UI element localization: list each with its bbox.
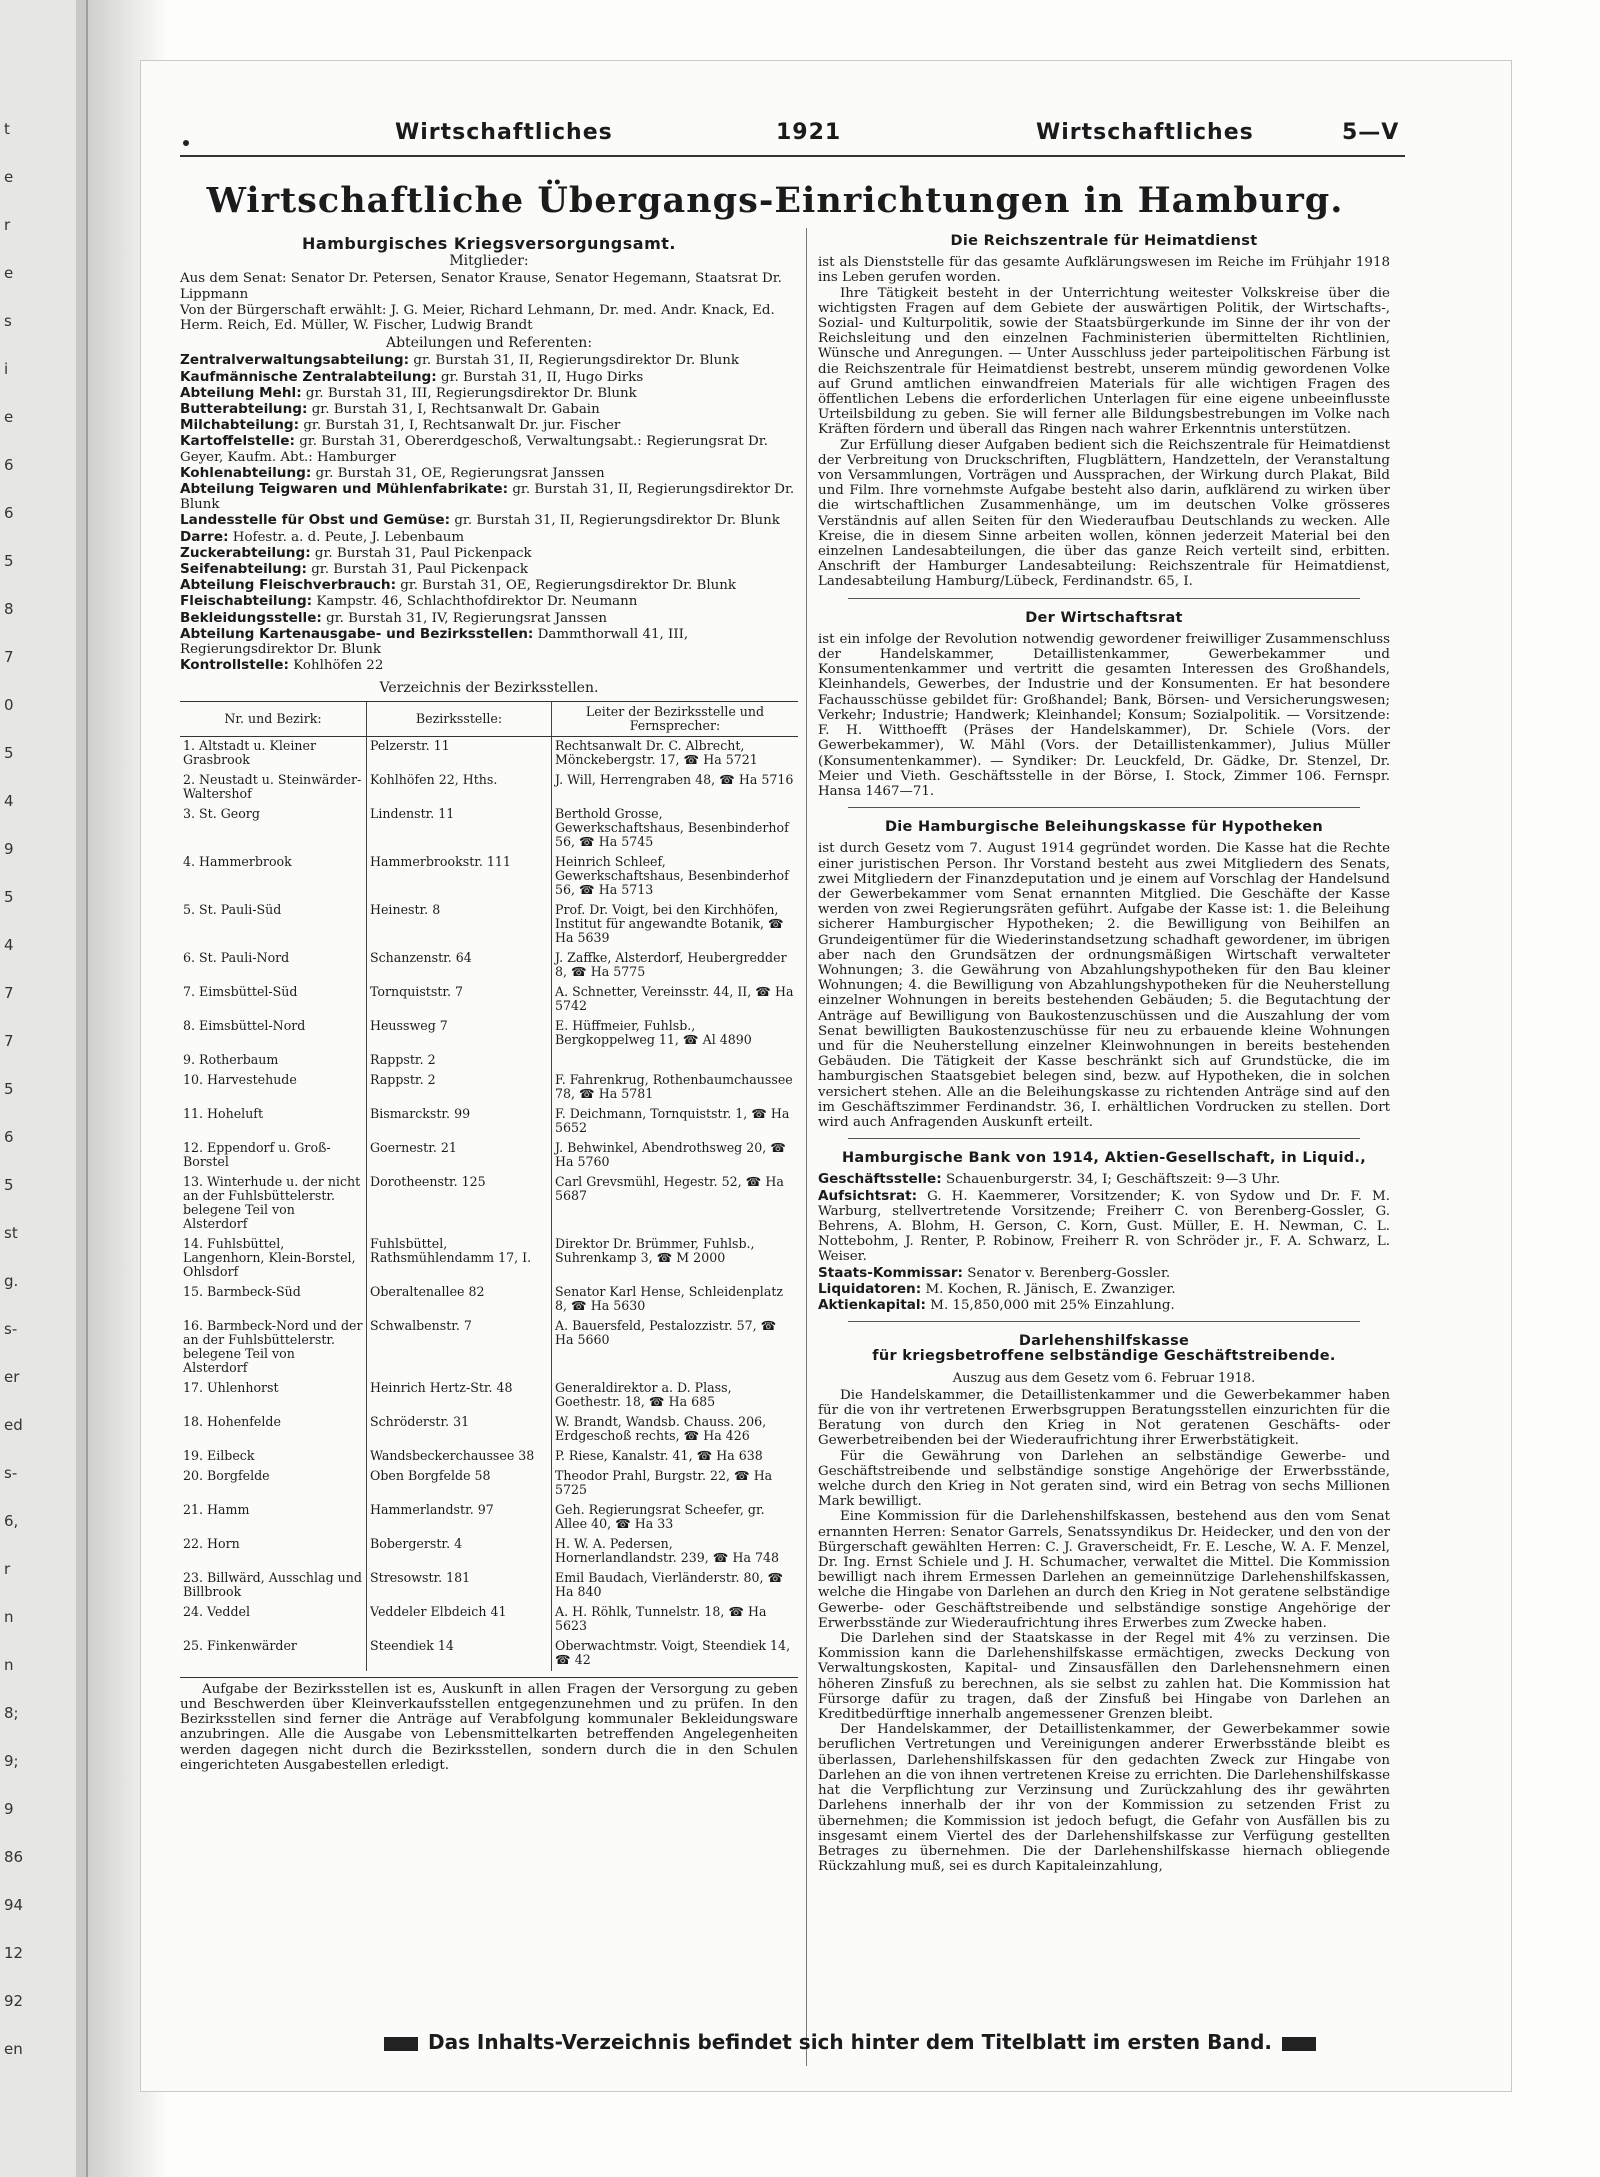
bezirksstelle-cell: Oberaltenallee 82 bbox=[367, 1283, 552, 1317]
page-title: Wirtschaftliche Übergangs-Einrichtungen in Hamburg. bbox=[206, 180, 1344, 221]
bezirk-cell: 8. Eimsbüttel-Nord bbox=[183, 1017, 306, 1033]
department-entry bbox=[180, 513, 798, 528]
margin-fragment: i bbox=[4, 360, 9, 378]
bezirk-cell: 24. Veddel bbox=[183, 1603, 251, 1619]
department-entry bbox=[180, 353, 798, 368]
bank-detail-entry bbox=[818, 1282, 1390, 1297]
bezirksstelle-cell: Dorotheenstr. 125 bbox=[367, 1173, 552, 1235]
darlehen-para-5: Der Handelskammer, der Detaillistenkammer, der Gewerbekammer sowie beruflichen Vertretungen und Vereinigungen anderer Erwerbsstände bleibt es überlassen, Darlehenshilfskassen für den gedachten Zweck zur Hingabe von Darlehen an die von ihnen vertretenen Kreise zu errichten. Die Darlehenshilfskasse hat die Verpflichtung zur Verzinsung und Zurückzahlung des ihr gewährten Darlehens innerhalb der ihr von der Kommission zu setzenden Frist zu übernehmen; die Kommission ist jedoch befugt, die Gefahr von Ausfällen bis zu insgesamt einem Viertel des der Darlehenshilfskasse zur Verfügung gestellten Betrages zu übernehmen. Die der Darlehenshilfskasse hiernach obliegende Rückzahlung muß, sei es durch Kapitaleinzahlung, bbox=[818, 1722, 1390, 1875]
senate-text: Senator Dr. Petersen, Senator Krause, Senator Hegemann, Staatsrat Dr. Lippmann bbox=[180, 271, 782, 302]
bezirksstelle-cell: Kohlhöfen 22, Hths. bbox=[367, 771, 552, 805]
margin-fragment: t bbox=[4, 120, 10, 138]
margin-fragment: 7 bbox=[4, 648, 14, 666]
department-entry bbox=[180, 546, 798, 561]
reichszentrale-para-2: Ihre Tätigkeit besteht in der Unterrichtung weitester Volkskreise über die wichtigsten Fragen auf dem Gebiete der auswärtigen Politik, der Wirtschafts-, Sozial- und Kulturpolitik, sowie der Staatsbürgerkunde im Sinne der ihr von der Reichsleitung und den einzelnen Fachministerien übermittelten Richtlinien, Wünsche und Anregungen. — Unter Ausschluss jeder parteipolitischen Färbung ist die Reichszentrale für Heimatdienst bestrebt, unserem mündig gewordenen Volke auf Grund amtlichen einwandfreien Materials für alle wichtigen Fragen des öffentlichen Lebens die erforderlichen Unterlagen für eine eigene unbeeinflusste Urteilsbildung zu geben. Sie will ferner alle Bildungsbestrebungen im Volke nach Kräften fördern und überall das Ringen nach wahrer Erkenntnis unterstützen. bbox=[818, 285, 1390, 438]
heading-darlehenshilfskasse: Darlehenshilfskasse bbox=[1018, 1333, 1190, 1350]
margin-fragment: 6 bbox=[4, 1128, 14, 1146]
table-row bbox=[180, 1603, 798, 1637]
table-row bbox=[180, 1283, 798, 1317]
bank-detail-text: G. H. Kaemmerer, Vorsitzender; K. von Sydow und Dr. F. M. Warburg, stellvertretende Vorsitzende; Freiherr C. von Berenberg-Gossler, G. Behrens, A. Blohm, H. Gerson, C. Korn, Gust. Müller, E. H. Newman, C. L. Nottebohm, J. Renter, P. Robinow, Freiherr R. von Schröder jr., F. A. Schwarz, L. Weiser. bbox=[818, 1188, 1391, 1265]
margin-fragment: n bbox=[4, 1608, 14, 1626]
bezirksstelle-cell: Bobergerstr. 4 bbox=[367, 1535, 552, 1569]
margin-fragment: 5 bbox=[4, 1080, 14, 1098]
section-rule bbox=[848, 598, 1360, 599]
table-row bbox=[180, 949, 798, 983]
margin-fragment: e bbox=[4, 168, 14, 186]
department-details: Hofestr. a. d. Peute, J. Lebenbaum bbox=[232, 529, 465, 545]
bank-detail-text: Senator v. Berenberg-Gossler. bbox=[967, 1265, 1171, 1281]
margin-fragment: 92 bbox=[4, 1992, 24, 2010]
department-details: gr. Burstah 31, II, Hugo Dirks bbox=[440, 369, 644, 385]
footer-text: Das Inhalts-Verzeichnis befindet sich hinter dem Titelblatt im ersten Band. bbox=[427, 2030, 1273, 2054]
margin-fragment: 8 bbox=[4, 600, 14, 618]
department-entry bbox=[180, 386, 798, 401]
margin-fragment: 9; bbox=[4, 1752, 19, 1770]
bezirksstelle-cell: Rappstr. 2 bbox=[367, 1051, 552, 1071]
bezirksstelle-cell: Bismarckstr. 99 bbox=[367, 1105, 552, 1139]
margin-fragment: 5 bbox=[4, 1176, 14, 1194]
bezirk-cell: 22. Horn bbox=[183, 1535, 240, 1551]
bezirksstellen-table bbox=[180, 701, 798, 1671]
margin-fragment: 9 bbox=[4, 840, 14, 858]
bank-detail-entry bbox=[818, 1266, 1390, 1281]
bezirk-cell: 12. Eppendorf u. Groß-Borstel bbox=[183, 1139, 331, 1169]
table-row bbox=[180, 853, 798, 901]
margin-fragment: er bbox=[4, 1368, 20, 1386]
table-row bbox=[180, 1317, 798, 1379]
bezirksstelle-cell: Stresowstr. 181 bbox=[367, 1569, 552, 1603]
bank-detail-entry bbox=[818, 1172, 1390, 1187]
law-excerpt-note: Auszug aus dem Gesetz vom 6. Februar 1918. bbox=[952, 1370, 1256, 1386]
margin-fragment: e bbox=[4, 408, 14, 426]
department-name: Zentralverwaltungsabteilung: bbox=[180, 352, 410, 369]
department-entry bbox=[180, 466, 798, 481]
subheading-darlehenshilfskasse: für kriegsbetroffene selbständige Geschäftstreibende. bbox=[872, 1348, 1336, 1365]
col-header-bezirk: Nr. und Bezirk: bbox=[180, 701, 367, 736]
department-name: Butterabteilung: bbox=[180, 401, 308, 418]
beleihungskasse-para: ist durch Gesetz vom 7. August 1914 gegründet worden. Die Kasse hat die Rechte einer juristischen Person. Ihr Vorstand besteht aus zwei Mitgliedern des Senats, zwei Mitgliedern der Finanzdeputation und je einem auf Vorschlag der Handelsund der Gewerbekammer vom Senat ernannten Mitglied. Die Geschäfte der Kasse werden von zwei Regierungsräten geführt. Aufgabe der Kasse ist: 1. die Beleihung sicherer Hamburgischer Hypotheken; 2. die Bewilligung von Beihilfen an Grundeigentümer für die Wiederinstandsetzung schadhaft gewordener, im übrigen aber nach den Grundsätzen der ordnungsmäßigen Wirtschaft verwalteter Wohnungen; 3. die Gewährung von Abzahlungshypotheken für den Bau kleiner Wohnungen; 4. die Bewilligung von Abzahlungshypotheken für die Neuherstellung einzelner Wohnungen in bereits bestehenden Gebäuden; 5. die Begutachtung der Anträge auf Bewilligung von Baukostenzuschüssen und die Auszahlung der vom Senat bewilligten Baukostenzuschüsse für neu zu erbauende kleine Wohnungen und für die Neuherstellung einzelner Kleinwohnungen in bereits bestehenden Gebäuden. Die Tätigkeit der Kasse beschränkt sich auf Grundstücke, die im hamburgischen Staatsgebiet belegen sind, bezw. auf Hypotheken, die in solchen versichert stehen. Alle an die Beleihungskasse zu richtenden Anträge sind auf den im Geschäftszimmer Ferdinandstr. 36, I. erhältlichen Vordrucken zu stellen. Dort wird auch Anfragenden Auskunft erteilt. bbox=[818, 841, 1390, 1130]
department-details: gr. Burstah 31, II, Regierungsdirektor Dr. Blunk bbox=[454, 513, 780, 529]
department-details: gr. Burstah 31, OE, Regierungsdirektor Dr. Blunk bbox=[400, 578, 737, 594]
margin-fragment: ed bbox=[4, 1416, 23, 1434]
margin-fragment: e bbox=[4, 264, 14, 282]
bezirk-cell: 17. Uhlenhorst bbox=[183, 1379, 279, 1395]
department-name: Abteilung Kartenausgabe- und Bezirksstellen: bbox=[180, 625, 534, 642]
leiter-cell: A. H. Röhlk, Tunnelstr. 18, ☎ Ha 5623 bbox=[555, 1603, 767, 1633]
department-name: Fleischabteilung: bbox=[180, 593, 313, 610]
department-entry bbox=[180, 482, 798, 512]
leiter-cell bbox=[552, 1051, 799, 1071]
table-row bbox=[180, 1467, 798, 1501]
table-row bbox=[180, 1379, 798, 1413]
table-header-row bbox=[180, 701, 798, 736]
margin-fragment: 0 bbox=[4, 696, 14, 714]
darlehen-para-4: Die Darlehen sind der Staatskasse in der Regel mit 4% zu verzinsen. Die Kommission kann die Darlehenshilfskasse ermächtigen, zwecks Deckung von Verwaltungskosten, Kapital- und Zinsausfällen den Darlehensnehmern einen höheren Zinsfuß zu berechnen, als sie selbst zu zahlen hat. Die Kommission hat Fürsorge dafür zu tragen, daß der Zinsfuß bei Hingabe von Darlehen an Kreditbedürftige innerhalb angemessener Grenzen bleibt. bbox=[818, 1631, 1390, 1723]
department-entry bbox=[180, 434, 798, 464]
department-details: gr. Burstah 31, II, Regierungsdirektor Dr. Blunk bbox=[413, 353, 739, 369]
footer-note bbox=[330, 2030, 1370, 2054]
bezirksstellen-note: Aufgabe der Bezirksstellen ist es, Auskunft in allen Fragen der Versorgung zu geben und Beschwerden über Kleinverkaufsstellen entgegenzunehmen und zu prüfen. In den Bezirksstellen sind ferner die Anträge auf Verabfolgung kommunaler Bekleidungsware anzubringen. Alle die Ausgabe von Lebensmittelkarten betreffenden Angelegenheiten werden dagegen nicht durch die Bezirksstellen, sondern durch die in den Schulen eingerichteten Ausgabestellen erledigt. bbox=[180, 1677, 798, 1773]
department-details: gr. Burstah 31, IV, Regierungsrat Janssen bbox=[326, 610, 607, 626]
margin-fragment: 4 bbox=[4, 936, 14, 954]
department-name: Abteilung Teigwaren und Mühlenfabrikate: bbox=[180, 481, 509, 498]
bezirk-cell: 11. Hoheluft bbox=[183, 1105, 264, 1121]
leiter-cell: Berthold Grosse, Gewerkschaftshaus, Besenbinderhof 56, ☎ Ha 5745 bbox=[555, 805, 789, 849]
department-entry bbox=[180, 611, 798, 626]
department-entry bbox=[180, 562, 798, 577]
bank-detail-text: M. Kochen, R. Jänisch, E. Zwanziger. bbox=[925, 1281, 1176, 1297]
leiter-cell: A. Schnetter, Vereinsstr. 44, II, ☎ Ha 5742 bbox=[555, 983, 794, 1013]
department-name: Seifenabteilung: bbox=[180, 561, 307, 578]
margin-fragment: 5 bbox=[4, 552, 14, 570]
department-name: Abteilung Fleischverbrauch: bbox=[180, 577, 396, 594]
bezirksstelle-cell: Hammerbrookstr. 111 bbox=[367, 853, 552, 901]
leiter-cell: Direktor Dr. Brümmer, Fuhlsb., Suhrenkamp 3, ☎ M 2000 bbox=[555, 1235, 755, 1265]
members-label: Mitglieder: bbox=[449, 253, 529, 270]
column-divider bbox=[806, 228, 807, 2066]
margin-fragment: 4 bbox=[4, 792, 14, 810]
bezirksstelle-cell: Fuhlsbüttel, Rathsmühlendamm 17, I. bbox=[367, 1235, 552, 1283]
bezirksstelle-cell: Schanzenstr. 64 bbox=[367, 949, 552, 983]
margin-fragment: s bbox=[4, 312, 12, 330]
department-name: Darre: bbox=[180, 528, 229, 545]
department-name: Landesstelle für Obst und Gemüse: bbox=[180, 512, 451, 529]
department-entry bbox=[180, 402, 798, 417]
pointing-hand-icon bbox=[384, 2037, 418, 2051]
bezirk-cell: 23. Billwärd, Ausschlag und Billbrook bbox=[183, 1569, 362, 1599]
table-row bbox=[180, 1447, 798, 1467]
bezirk-cell: 9. Rotherbaum bbox=[183, 1051, 279, 1067]
section-rule bbox=[848, 807, 1360, 808]
bezirksstelle-cell: Oben Borgfelde 58 bbox=[367, 1467, 552, 1501]
department-details: Kohlhöfen 22 bbox=[293, 658, 384, 674]
department-name: Abteilung Mehl: bbox=[180, 384, 302, 401]
heading-wirtschaftsrat: Der Wirtschaftsrat bbox=[1025, 609, 1183, 626]
department-name: Milchabteilung: bbox=[180, 417, 300, 434]
department-details: gr. Burstah 31, III, Regierungsdirektor Dr. Blunk bbox=[305, 385, 637, 401]
bezirksstelle-cell: Steendiek 14 bbox=[367, 1637, 552, 1671]
department-name: Zuckerabteilung: bbox=[180, 544, 311, 561]
margin-fragment: s- bbox=[4, 1320, 18, 1338]
department-details: gr. Burstah 31, I, Rechtsanwalt Dr. jur. Fischer bbox=[303, 418, 621, 434]
margin-fragment: n bbox=[4, 1656, 14, 1674]
darlehen-para-1: Die Handelskammer, die Detaillistenkammer und die Gewerbekammer haben für die von ihr vertretenen Erwerbsgruppen Beratungsstellen einzurichten für die Beratung von durch den Krieg in Not geratenen Geschäfts- oder Gewerbetreibenden bei der Wiederaufrichtung ihrer Erwerbstätigkeit. bbox=[818, 1387, 1390, 1449]
leiter-cell: J. Behwinkel, Abendrothsweg 20, ☎ Ha 5760 bbox=[555, 1139, 786, 1169]
leiter-cell: Emil Baudach, Vierländerstr. 80, ☎ Ha 840 bbox=[555, 1569, 784, 1599]
buergerschaft-label: Von der Bürgerschaft erwählt: bbox=[180, 302, 387, 318]
bezirksstelle-cell: Veddeler Elbdeich 41 bbox=[367, 1603, 552, 1637]
bezirk-cell: 25. Finkenwärder bbox=[183, 1637, 297, 1653]
leiter-cell: J. Zaffke, Alsterdorf, Heubergredder 8, ☎ Ha 5775 bbox=[555, 949, 787, 979]
table-row bbox=[180, 1105, 798, 1139]
margin-fragment: 5 bbox=[4, 744, 14, 762]
bezirk-cell: 6. St. Pauli-Nord bbox=[183, 949, 290, 965]
heading-hamburgische-bank: Hamburgische Bank von 1914, Aktien-Gesellschaft, in Liquid., bbox=[841, 1150, 1367, 1167]
bank-detail-entry bbox=[818, 1298, 1390, 1313]
margin-fragment: 6 bbox=[4, 456, 14, 474]
leiter-cell: Theodor Prahl, Burgstr. 22, ☎ Ha 5725 bbox=[555, 1467, 773, 1497]
leiter-cell: A. Bauersfeld, Pestalozzistr. 57, ☎ Ha 5660 bbox=[555, 1317, 777, 1347]
bezirk-cell: 20. Borgfelde bbox=[183, 1467, 270, 1483]
bank-detail-entry bbox=[818, 1189, 1390, 1265]
table-row bbox=[180, 1173, 798, 1235]
department-entry bbox=[180, 370, 798, 385]
department-details: gr. Burstah 31, II, Regierungsdirektor Dr. Blunk bbox=[180, 482, 795, 513]
table-row bbox=[180, 1413, 798, 1447]
table-row bbox=[180, 1051, 798, 1071]
department-details: gr. Burstah 31, Paul Pickenpack bbox=[314, 545, 532, 561]
bezirk-cell: 3. St. Georg bbox=[183, 805, 260, 821]
page-fold bbox=[76, 0, 86, 2177]
senate-label: Aus dem Senat: bbox=[180, 271, 287, 287]
section-heading-kriegsversorgungsamt: Hamburgisches Kriegsversorgungsamt. bbox=[302, 234, 676, 253]
section-rule bbox=[848, 1138, 1360, 1139]
table-row bbox=[180, 736, 798, 771]
bezirksstelle-cell: Rappstr. 2 bbox=[367, 1071, 552, 1105]
year: 1921 bbox=[776, 120, 842, 145]
previous-page-edge bbox=[0, 0, 88, 2177]
bezirksstelle-cell: Wandsbeckerchaussee 38 bbox=[367, 1447, 552, 1467]
margin-fragment: 7 bbox=[4, 984, 14, 1002]
heading-beleihungskasse: Die Hamburgische Beleihungskasse für Hypotheken bbox=[884, 819, 1324, 836]
leiter-cell: Rechtsanwalt Dr. C. Albrecht, Mönckebergstr. 17, ☎ Ha 5721 bbox=[555, 737, 758, 767]
bank-detail-text: M. 15,850,000 mit 25% Einzahlung. bbox=[930, 1298, 1175, 1313]
leiter-cell: H. W. A. Pedersen, Hornerlandlandstr. 239, ☎ Ha 748 bbox=[555, 1535, 780, 1565]
department-entry bbox=[180, 627, 798, 657]
margin-fragment: en bbox=[4, 2040, 23, 2058]
bezirksstelle-cell: Pelzerstr. 11 bbox=[367, 736, 552, 771]
bezirk-cell: 19. Eilbeck bbox=[183, 1447, 255, 1463]
department-entry bbox=[180, 594, 798, 609]
table-row bbox=[180, 805, 798, 853]
department-details: gr. Burstah 31, I, Rechtsanwalt Dr. Gabain bbox=[311, 402, 600, 418]
leiter-cell: Carl Grevsmühl, Hegestr. 52, ☎ Ha 5687 bbox=[555, 1173, 784, 1203]
department-name: Kaufmännische Zentralabteilung: bbox=[180, 368, 437, 385]
bezirksstelle-cell: Schröderstr. 31 bbox=[367, 1413, 552, 1447]
departments-label: Abteilungen und Referenten: bbox=[385, 335, 593, 352]
leiter-cell: Prof. Dr. Voigt, bei den Kirchhöfen, Institut für angewandte Botanik, ☎ Ha 5639 bbox=[555, 901, 784, 945]
department-entry bbox=[180, 418, 798, 433]
section-rule bbox=[848, 1321, 1360, 1322]
heading-reichszentrale: Die Reichszentrale für Heimatdienst bbox=[950, 233, 1258, 249]
bezirk-cell: 21. Hamm bbox=[183, 1501, 250, 1517]
margin-fragment: s- bbox=[4, 1464, 18, 1482]
bezirksstelle-cell: Goernestr. 21 bbox=[367, 1139, 552, 1173]
bank-detail-label: Geschäftsstelle: bbox=[818, 1171, 942, 1188]
department-details: gr. Burstah 31, OE, Regierungsrat Janssen bbox=[315, 465, 605, 481]
department-entry bbox=[180, 530, 798, 545]
reichszentrale-para-3: Zur Erfüllung dieser Aufgaben bedient sich die Reichszentrale für Heimatdienst der Verbreitung von Druckschriften, Flugblättern, Handzetteln, der Veranstaltung von Versammlungen, Vorträgen und Aussprachen, der Wirkung durch Plakat, Bild und Film. Ihre vornehmste Aufgabe besteht also darin, aufklärend zu wirken über die wirtschaftlichen Zusammenhänge, um im deutschen Volke grösseres Verständnis auf allen Seiten für den Wiederaufbau Deutschlands zu wecken. Alle Kreise, die in diesem Sinne arbeiten wollen, können jederzeit Material bei den einzelnen Landesabteilungen, die über das ganze Reich verteilt sind, erbitten. Anschrift der Hamburger Landesabteilung: Reichszentrale für Heimatdienst, Landesabteilung Hamburg/Lübeck, Ferdinandstr. 65, I. bbox=[818, 437, 1390, 590]
bezirksstelle-cell: Hammerlandstr. 97 bbox=[367, 1501, 552, 1535]
bezirk-cell: 18. Hohenfelde bbox=[183, 1413, 281, 1429]
right-column bbox=[818, 232, 1390, 1874]
leiter-cell: E. Hüffmeier, Fuhlsb., Bergkoppelweg 11, ☎ Al 4890 bbox=[555, 1017, 752, 1047]
bezirksstelle-cell: Schwalbenstr. 7 bbox=[367, 1317, 552, 1379]
margin-fragment: 6 bbox=[4, 504, 14, 522]
leiter-cell: Oberwachtmstr. Voigt, Steendiek 14, ☎ 42 bbox=[555, 1637, 791, 1667]
margin-fragment: 86 bbox=[4, 1848, 24, 1866]
margin-fragment: r bbox=[4, 216, 11, 234]
bezirk-cell: 14. Fuhlsbüttel, Langenhorn, Klein-Borstel, Ohlsdorf bbox=[183, 1235, 356, 1279]
table-row bbox=[180, 1569, 798, 1603]
table-row bbox=[180, 1017, 798, 1051]
table-row bbox=[180, 1501, 798, 1535]
leiter-cell: F. Fahrenkrug, Rothenbaumchaussee 78, ☎ Ha 5781 bbox=[555, 1071, 793, 1101]
leiter-cell: P. Riese, Kanalstr. 41, ☎ Ha 638 bbox=[555, 1447, 763, 1463]
bezirk-cell: 15. Barmbeck-Süd bbox=[183, 1283, 301, 1299]
table-row bbox=[180, 771, 798, 805]
department-name: Kontrollstelle: bbox=[180, 657, 289, 674]
margin-fragment: 9 bbox=[4, 1800, 14, 1818]
bezirksstelle-cell: Lindenstr. 11 bbox=[367, 805, 552, 853]
bullet-mark bbox=[183, 140, 189, 146]
bank-detail-text: Schauenburgerstr. 34, I; Geschäftszeit: 9—3 Uhr. bbox=[945, 1172, 1281, 1188]
bezirk-cell: 5. St. Pauli-Süd bbox=[183, 901, 282, 917]
senate-entry bbox=[180, 271, 798, 301]
department-details: Dammthorwall 41, III, Regierungsdirektor Dr. Blunk bbox=[180, 626, 689, 658]
bezirk-cell: 1. Altstadt u. Kleiner Grasbrook bbox=[183, 737, 316, 767]
table-row bbox=[180, 1637, 798, 1671]
margin-fragment: g. bbox=[4, 1272, 19, 1290]
department-details: gr. Burstah 31, Paul Pickenpack bbox=[311, 562, 528, 578]
margin-fragment: 12 bbox=[4, 1944, 24, 1962]
bank-detail-label: Staats-Kommissar: bbox=[818, 1264, 963, 1281]
running-head-left: Wirtschaftliches bbox=[395, 120, 613, 145]
department-name: Bekleidungsstelle: bbox=[180, 609, 322, 626]
running-head-right: Wirtschaftliches bbox=[1036, 120, 1254, 145]
table-row bbox=[180, 983, 798, 1017]
table-row bbox=[180, 1139, 798, 1173]
wirtschaftsrat-para: ist ein infolge der Revolution notwendig gewordener freiwilliger Zusammenschluss der Handelskammer, Detaillistenkammer, Gewerbekammer und Konsumentenkammer und vertritt die gesamten Interessen des Großhandels, Kleinhandels, Gewerbes, der Industrie und der Konsumenten. Er hat besondere Fachausschüsse gebildet für: Großhandel; Bank, Börsen- und Versicherungswesen; Verkehr; Industrie; Handwerk; Kleinhandel; Konsum; Sozialpolitik. — Vorsitzende: F. H. Witthoefft (Präses der Handelskammer), Dr. Schiele (Vors. der Gewerbekammer), W. Mähl (Vors. der Detaillistenkammer), Julius Müller (Konsumentenkammer). — Syndiker: Dr. Leuckfeld, Dr. Gädke, Dr. Stenzel, Dr. Meier und Vieth. Geschäftsstelle in der Börse, I. Stock, Zimmer 106. Fernspr. Hansa 1467—71. bbox=[818, 631, 1390, 799]
bank-detail-label: Aktienkapital: bbox=[818, 1297, 926, 1313]
table-row bbox=[180, 1535, 798, 1569]
bezirksstelle-cell: Heinestr. 8 bbox=[367, 901, 552, 949]
department-name: Kohlenabteilung: bbox=[180, 464, 312, 481]
leiter-cell: F. Deichmann, Tornquiststr. 1, ☎ Ha 5652 bbox=[555, 1105, 790, 1135]
header-rule bbox=[180, 155, 1405, 157]
page-number: 5—V bbox=[1342, 120, 1400, 145]
leiter-cell: Heinrich Schleef, Gewerkschaftshaus, Besenbinderhof 56, ☎ Ha 5713 bbox=[555, 853, 789, 897]
bezirk-cell: 7. Eimsbüttel-Süd bbox=[183, 983, 298, 999]
bezirksstelle-cell: Tornquiststr. 7 bbox=[367, 983, 552, 1017]
margin-fragment: r bbox=[4, 1560, 11, 1578]
department-entry bbox=[180, 578, 798, 593]
col-header-leiter: Leiter der Bezirksstelle und Fernsprecher: bbox=[552, 701, 799, 736]
pointing-hand-icon bbox=[1282, 2037, 1316, 2051]
bank-details bbox=[818, 1172, 1390, 1313]
margin-fragment: 7 bbox=[4, 1032, 14, 1050]
darlehen-para-2: Für die Gewährung von Darlehen an selbständige Gewerbe- und Geschäftstreibende und selbständige sonstige Angehörige der Erwerbsstände, welche durch den Krieg in Not geraten sind, wird ein Betrag von sechs Millionen Mark bewilligt. bbox=[818, 1448, 1390, 1510]
department-details: gr. Burstah 31, Obererdgeschoß, Verwaltungsabt.: Regierungsrat Dr. Geyer, Kaufm. Abt.: Hamburger bbox=[180, 434, 768, 465]
left-column bbox=[180, 232, 798, 1773]
margin-fragment: 94 bbox=[4, 1896, 24, 1914]
bezirk-cell: 4. Hammerbrook bbox=[183, 853, 292, 869]
buergerschaft-text: J. G. Meier, Richard Lehmann, Dr. med. Andr. Knack, Ed. Herm. Reich, Ed. Müller, W. Fischer, Ludwig Brandt bbox=[180, 302, 775, 334]
buergerschaft-entry bbox=[180, 303, 798, 333]
margin-fragment: st bbox=[4, 1224, 18, 1242]
department-entry bbox=[180, 658, 798, 673]
bezirk-cell: 2. Neustadt u. Steinwärder-Waltershof bbox=[183, 771, 362, 801]
bezirk-cell: 16. Barmbeck-Nord und der an der Fuhlsbüttelerstr. belegene Teil von Alsterdorf bbox=[183, 1317, 363, 1375]
table-row bbox=[180, 1071, 798, 1105]
table-title: Verzeichnis der Bezirksstellen. bbox=[379, 680, 599, 697]
bank-detail-label: Liquidatoren: bbox=[818, 1280, 922, 1297]
leiter-cell: W. Brandt, Wandsb. Chauss. 206, Erdgeschoß rechts, ☎ Ha 426 bbox=[555, 1413, 767, 1443]
bezirk-cell: 13. Winterhude u. der nicht an der Fuhlsbüttelerstr. belegene Teil von Alsterdorf bbox=[183, 1173, 361, 1231]
table-row bbox=[180, 1235, 798, 1283]
department-details: Kampstr. 46, Schlachthofdirektor Dr. Neumann bbox=[316, 594, 638, 610]
margin-fragment: 8; bbox=[4, 1704, 19, 1722]
margin-fragment: 5 bbox=[4, 888, 14, 906]
leiter-cell: Generaldirektor a. D. Plass, Goethestr. 18, ☎ Ha 685 bbox=[555, 1379, 732, 1409]
bezirksstelle-cell: Heinrich Hertz-Str. 48 bbox=[367, 1379, 552, 1413]
reichszentrale-para-1: ist als Dienststelle für das gesamte Aufklärungswesen im Reiche im Frühjahr 1918 ins Leben gerufen worden. bbox=[818, 255, 1390, 286]
bank-detail-label: Aufsichtsrat: bbox=[818, 1187, 917, 1204]
table-row bbox=[180, 901, 798, 949]
bezirksstelle-cell: Heussweg 7 bbox=[367, 1017, 552, 1051]
bezirk-cell: 10. Harvestehude bbox=[183, 1071, 297, 1087]
leiter-cell: Senator Karl Hense, Schleidenplatz 8, ☎ Ha 5630 bbox=[555, 1283, 784, 1313]
department-name: Kartoffelstelle: bbox=[180, 433, 295, 450]
leiter-cell: J. Will, Herrengraben 48, ☎ Ha 5716 bbox=[555, 771, 794, 787]
col-header-stelle: Bezirksstelle: bbox=[367, 701, 552, 736]
margin-fragment: 6, bbox=[4, 1512, 19, 1530]
department-list bbox=[180, 353, 798, 673]
leiter-cell: Geh. Regierungsrat Scheefer, gr. Allee 40, ☎ Ha 33 bbox=[555, 1501, 765, 1531]
darlehen-para-3: Eine Kommission für die Darlehenshilfskassen, bestehend aus den vom Senat ernannten Herren: Senator Garrels, Senatssyndikus Dr. Heidecker, und den von der Bürgerschaft gewählten Herren: C. J. Graverscheidt, Fr. E. Lesche, W. A. F. Menzel, Dr. Ing. Ernst Schiele und J. H. Schumacher, verwaltet die Mittel. Die Kommission bewilligt nach ihrem Ermessen Darlehen an gemeinnützige Darlehenshilfskassen, welche die Hingabe von Darlehen an durch den Krieg in Not geratene selbständige Gewerbe- oder Geschäftstreibende und selbständige sonstige Angehörige der Erwerbsstände zur Wiederaufrichtung ihres Erwerbes zum Zwecke haben. bbox=[818, 1509, 1390, 1631]
